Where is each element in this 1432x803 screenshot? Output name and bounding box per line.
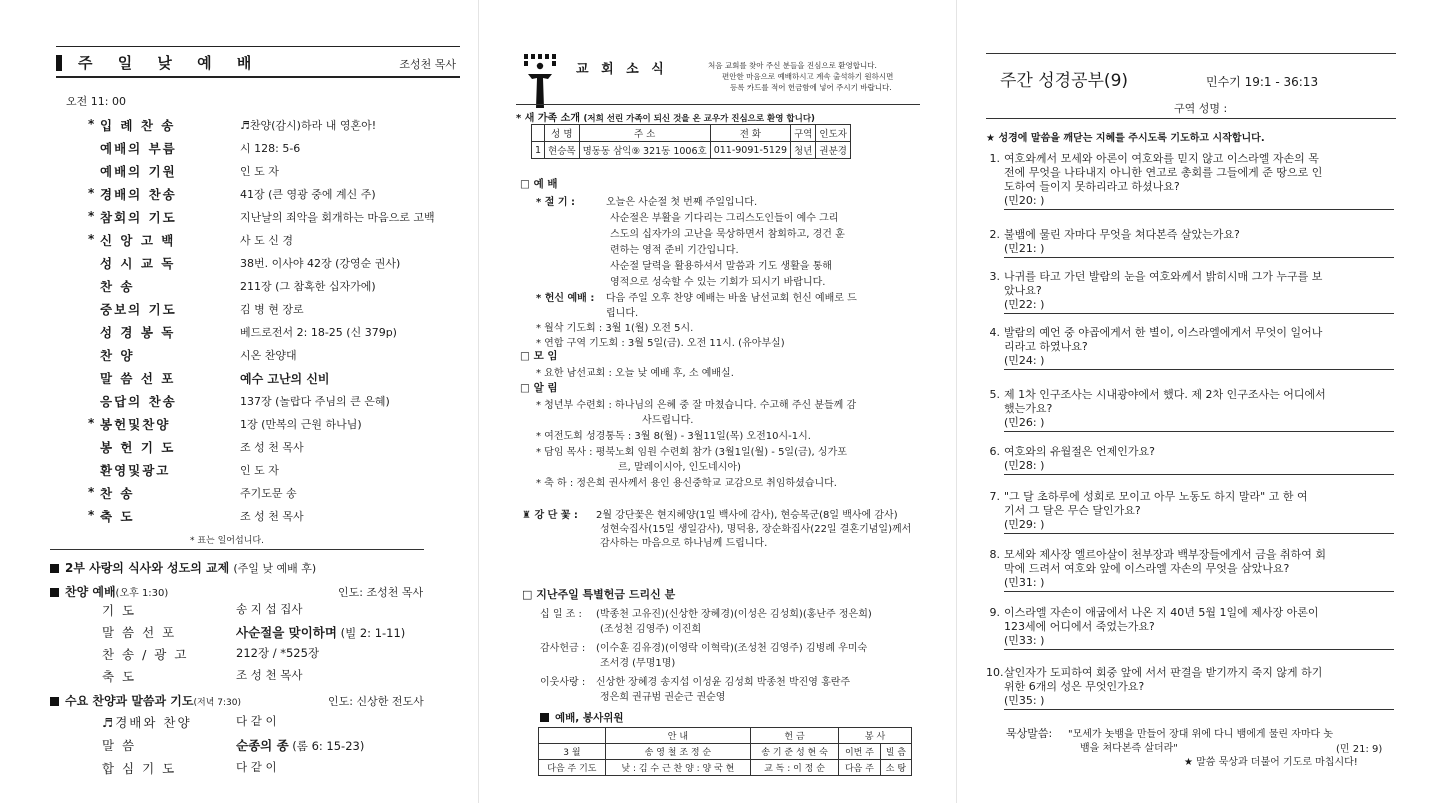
worship-committee-table	[538, 727, 912, 776]
part2-heading: 2부 사랑의 식사와 성도의 교제 (주일 낮 예배 후)	[50, 559, 316, 576]
offering-names: (이수훈 김유경)(이영락 이혁락)(조성천 김영주) 김병례 우미숙	[596, 643, 868, 654]
service-item-label: 기 도	[102, 603, 137, 618]
question-text-line: 여호와께서 모세와 아론이 여호와를 믿지 않고 이스라엘 자손의 목	[1004, 152, 1319, 165]
question-text-line: 살인자가 도피하여 회중 앞에 서서 판결을 받기까지 죽지 않게 하기	[1004, 666, 1323, 679]
order-item-label: 환영및광고	[100, 463, 171, 478]
order-item-value: 주기도문 송	[240, 487, 297, 500]
study-question	[990, 152, 1390, 208]
table-cell: 권분경	[816, 142, 851, 159]
standing-star: *	[88, 186, 95, 200]
answer-reference: (민29: )	[1004, 518, 1045, 531]
service-time: 오전 11: 00	[66, 95, 126, 108]
standing-star: *	[88, 485, 95, 499]
service-item-label: 말 씀 선 포	[102, 625, 177, 640]
offering-names: (박종천 고유진)(신상한 장혜경)(이성은 김성희)(홍난주 정은희)	[596, 609, 872, 620]
choir-logo-icon	[522, 52, 558, 112]
order-item-label: 중보의 기도	[100, 302, 177, 317]
study-question	[990, 388, 1390, 430]
table-cell: 다음 주	[839, 760, 881, 776]
question-number: 3.	[989, 270, 1000, 283]
sunday-service-title: 주 일 낮 예 배	[78, 54, 262, 72]
service-item-value	[236, 623, 405, 641]
study-question	[990, 326, 1390, 368]
season-text-line: 사순절 달력을 활용하셔서 말씀과 기도 생활을 통해	[610, 261, 832, 272]
order-item-value: 41장 (큰 영광 중에 계신 주)	[240, 188, 376, 201]
question-text-line: "그 달 초하루에 성회로 모이고 아무 노동도 하지 말라" 고 한 여	[1004, 490, 1308, 503]
question-text-line: 았나요?	[1004, 284, 1042, 297]
study-question	[990, 548, 1390, 590]
order-item-value: 조 성 천 목사	[240, 441, 304, 454]
bible-passage: 민수기 19:1 - 36:13	[1206, 75, 1319, 89]
special-offering-heading: □ 지난주일 특별헌금 드리신 분	[522, 588, 676, 601]
closing-prayer: ★ 말씀 묵상과 더불어 기도로 마칩시다!	[1184, 757, 1358, 768]
order-item-label: 성 경 봉 독	[100, 325, 176, 340]
table-cell: 3 월	[539, 744, 606, 760]
answer-reference: (민22: )	[1004, 298, 1045, 311]
table-header-cell: 주 소	[579, 125, 710, 142]
answer-line	[1004, 369, 1394, 370]
question-text-line: 이스라엘 자손이 애굽에서 나온 지 40년 5월 1일에 제사장 아론이	[1004, 606, 1319, 619]
table-header-cell: 헌 금	[751, 728, 839, 744]
dedication-text-line: 다음 주일 오후 찬양 예배는 바울 남선교회 헌신 예배로 드	[606, 293, 857, 304]
order-item-label: 봉 헌 기 도	[100, 440, 176, 455]
order-item-value: 137장 (놀랍다 주님의 큰 은혜)	[240, 395, 390, 408]
wednesday-service-heading: 수요 찬양과 말씀과 기도(저녁 7:30)	[50, 692, 241, 709]
service-item-text: 순종의 종	[236, 738, 289, 753]
welcome-line: 편안한 마음으로 예배하시고 계속 출석하기 원하시면	[722, 72, 894, 81]
answer-reference: (민26: )	[1004, 416, 1045, 429]
answer-line	[1004, 709, 1394, 710]
answer-reference: (민24: )	[1004, 354, 1045, 367]
table-cell: 1	[532, 142, 545, 159]
table-cell: 송 영 철 조 정 순	[605, 744, 750, 760]
service-item-value	[236, 759, 277, 775]
notice-pastor-cont: 르, 말레이시아, 인도네시아)	[618, 462, 741, 473]
church-news-panel	[478, 0, 956, 803]
answer-reference: (민21: )	[1004, 242, 1045, 255]
table-header-cell	[539, 728, 606, 744]
bible-study-title: 주간 성경공부(9)	[1000, 71, 1129, 91]
question-number: 8.	[989, 548, 1000, 561]
answer-line	[1004, 313, 1394, 314]
wednesday-leader: 인도: 신상한 전도사	[328, 695, 424, 708]
answer-reference: (민20: )	[1004, 194, 1045, 207]
order-item-label: 봉헌및찬양	[100, 417, 171, 432]
question-number: 5.	[989, 388, 1000, 401]
offering-label: 감사헌금 :	[540, 643, 586, 654]
order-item-value: 1장 (만복의 근원 하나님)	[240, 418, 362, 431]
altar-flowers-line: 2월 강단꽃은 현지혜양(1일 백사에 감사), 현승목군(8일 백사에 감사)	[596, 510, 898, 521]
order-item-value: 베드로전서 2: 18-25 (신 379p)	[240, 326, 397, 339]
service-item-value	[236, 736, 364, 754]
question-number: 2.	[989, 228, 1000, 241]
season-text-line: 오늘은 사순절 첫 번째 주일입니다.	[606, 197, 758, 208]
offering-names: 정은희 권규범 권순근 권순영	[600, 692, 726, 703]
new-family-heading: * 새 가족 소개 (저희 선린 가족이 되신 것을 온 교우가 진심으로 환영 합니다)	[516, 113, 815, 124]
service-item-value	[236, 645, 319, 661]
union-prayer: * 연합 구역 기도회 : 3월 5일(금). 오전 11시. (유아부실)	[536, 338, 785, 349]
order-item-value: 시 128: 5-6	[240, 142, 301, 155]
order-item-label: 응답의 찬송	[100, 394, 177, 409]
answer-line	[1004, 474, 1394, 475]
table-cell: 빌 츰	[880, 744, 911, 760]
standing-star: *	[88, 508, 95, 522]
question-text-line: 기서 그 달은 무슨 달인가요?	[1004, 504, 1141, 517]
group-name-field: 구역 성명 :	[1174, 102, 1228, 115]
service-item-label: 합 심 기 도	[102, 761, 177, 776]
monthly-prayer: * 월삭 기도회 : 3월 1(월) 오전 5시.	[536, 323, 694, 334]
standing-star: *	[88, 232, 95, 246]
answer-reference: (민33: )	[1004, 634, 1045, 647]
preacher-name: 조성천 목사	[399, 58, 456, 71]
question-number: 1.	[989, 152, 1000, 165]
notice-youth-retreat-cont: 사드립니다.	[642, 415, 694, 426]
order-item-label: 말 씀 선 포	[100, 371, 176, 386]
answer-line	[1004, 591, 1394, 592]
notice-youth-retreat: * 청년부 수련회 : 하나님의 은혜 중 잘 마쳤습니다. 수고해 주신 분들께 감	[536, 400, 857, 411]
service-item-value	[236, 713, 277, 729]
meeting-section-heading: □ 모 임	[520, 350, 558, 362]
worship-section-heading: □ 예 배	[520, 178, 558, 190]
worship-committee-heading: 예배, 봉사위원	[540, 710, 624, 725]
table-cell: 011-9091-5129	[710, 142, 790, 159]
order-item-label: 경배의 찬송	[100, 187, 177, 202]
answer-line	[1004, 533, 1394, 534]
divider	[986, 53, 1396, 54]
service-item-text: 송 지 섭 집사	[236, 602, 303, 616]
season-label: * 절 기 :	[536, 197, 575, 208]
study-question	[990, 490, 1390, 532]
answer-line	[1004, 257, 1394, 258]
question-number: 7.	[989, 490, 1000, 503]
service-item-label: 말 씀	[102, 738, 137, 753]
question-text-line: 나귀를 타고 가던 발람의 눈을 여호와께서 밝히시매 그가 누구를 보	[1004, 270, 1323, 283]
service-item-reference: (롬 6: 15-23)	[288, 739, 365, 753]
order-item-value: 예수 고난의 신비	[240, 372, 330, 386]
order-item-label: 찬 송	[100, 279, 135, 294]
standing-star: *	[88, 209, 95, 223]
answer-line	[1004, 431, 1394, 432]
table-cell: 현승목	[545, 142, 580, 159]
sunday-service-header	[56, 46, 460, 78]
order-item-value: 211장 (그 참혹한 십자가에)	[240, 280, 376, 293]
order-item-label: 신 앙 고 백	[100, 233, 176, 248]
table-cell: 명동동 삼익⑨ 321동 1006호	[579, 142, 710, 159]
praise-leader: 인도: 조성천 목사	[338, 586, 424, 599]
study-question	[990, 445, 1390, 473]
service-item-text: 다 같 이	[236, 714, 277, 728]
meeting-item: * 요한 남선교회 : 오늘 낮 예배 후, 소 예배실.	[536, 368, 734, 379]
table-cell: 다음 주 기도	[539, 760, 606, 776]
table-cell: 낮 : 김 수 근 찬 양 : 양 국 현	[605, 760, 750, 776]
question-number: 10.	[986, 666, 1004, 679]
question-text-line: 불뱀에 물린 자마다 무엇을 쳐다본즉 살았는가요?	[1004, 228, 1240, 241]
study-question	[990, 270, 1390, 312]
season-text-line: 련하는 영적 준비 기간입니다.	[610, 245, 739, 256]
standing-star: *	[88, 117, 95, 131]
table-header-cell	[532, 125, 545, 142]
answer-reference: (민31: )	[1004, 576, 1045, 589]
table-cell: 소 탕	[880, 760, 911, 776]
welcome-line: 처음 교회를 찾아 주신 분들을 진심으로 환영합니다.	[708, 61, 877, 70]
table-header-cell: 성 명	[545, 125, 580, 142]
order-item-value: 사 도 신 경	[240, 234, 293, 247]
table-cell: 청년	[791, 142, 816, 159]
altar-flowers-line: 성현숙집사(15일 생일감사), 명덕용, 장순화집사(22일 결혼기념일)께서	[600, 524, 912, 535]
offering-label: 이웃사랑 :	[540, 677, 586, 688]
study-question	[990, 606, 1390, 648]
table-header-cell: 봉 사	[839, 728, 912, 744]
order-item-value: 조 성 천 목사	[240, 510, 304, 523]
altar-flowers-line: 감사하는 마음으로 하나님께 드립니다.	[600, 538, 768, 549]
order-item-label: 성 시 교 독	[100, 256, 176, 271]
bible-study-panel	[956, 0, 1432, 803]
service-item-reference: (빌 2: 1-11)	[336, 626, 406, 640]
new-family-table	[531, 124, 851, 159]
order-item-value: 38번. 이사야 42장 (강영순 권사)	[240, 257, 401, 270]
service-item-value	[236, 601, 303, 617]
offering-names: 신상한 장혜경 송지섭 이성윤 김성희 박종천 박진영 홍란주	[596, 677, 851, 688]
order-item-label: 축 도	[100, 509, 135, 524]
table-header-cell: 인도자	[816, 125, 851, 142]
order-item-label: 예배의 부름	[100, 141, 177, 156]
table-cell: 교 독 : 이 정 순	[751, 760, 839, 776]
question-number: 9.	[989, 606, 1000, 619]
season-text-line: 스도의 십자가의 고난을 묵상하면서 참회하고, 경건 훈	[610, 229, 845, 240]
standing-note: * 표는 일어섭니다.	[190, 536, 264, 546]
service-item-label: ♬경배와 찬양	[102, 715, 192, 730]
standing-star: *	[88, 416, 95, 430]
dedication-text-line: 립니다.	[606, 308, 639, 319]
service-item-text: 사순절을 맞이하며	[236, 625, 337, 640]
question-text-line: 했는가요?	[1004, 402, 1053, 415]
order-item-label: 예배의 기원	[100, 164, 177, 179]
service-item-text: 다 같 이	[236, 760, 277, 774]
notice-bible-reading: * 여전도회 성경통독 : 3월 8(월) - 3월11일(목) 오전10시-1시.	[536, 431, 811, 442]
answer-line	[1004, 209, 1394, 210]
order-item-value: ♬찬양(감시)하라 내 영혼아!	[240, 119, 377, 132]
season-text-line: 사순절은 부활을 기다리는 그리스도인들이 예수 그리	[610, 213, 839, 224]
order-item-value: 인 도 자	[240, 165, 279, 178]
order-item-label: 참회의 기도	[100, 210, 177, 225]
divider	[50, 549, 424, 550]
question-text-line: 제 1차 인구조사는 시내광야에서 했다. 제 2차 인구조사는 어디에서	[1004, 388, 1326, 401]
question-text-line: 막에 드려서 여호와 앞에 이스라엘 자손의 무엇을 삼았나요?	[1004, 562, 1290, 575]
service-item-value	[236, 667, 303, 683]
order-item-value: 지난날의 죄악을 회개하는 마음으로 고백	[240, 211, 435, 224]
question-text-line: 도하여 들이지 못하리라고 하셨나요?	[1004, 180, 1180, 193]
question-text-line: 발람의 예언 중 야곱에게서 한 별이, 이스라엘에게서 무엇이 일어나	[1004, 326, 1323, 339]
header-bar-mark	[56, 55, 62, 71]
table-header-cell: 안 내	[605, 728, 750, 744]
meditation-verse: "모세가 놋뱀을 만들어 장대 위에 다니 뱀에게 물린 자마다 놋	[1068, 729, 1334, 740]
divider	[986, 118, 1396, 119]
answer-reference: (민28: )	[1004, 459, 1045, 472]
question-text-line: 여호와의 유월절은 언제인가요?	[1004, 445, 1155, 458]
notice-congrats: * 축 하 : 정은희 권사께서 용인 용신중학교 교감으로 취임하셨습니다.	[536, 478, 837, 489]
order-item-label: 찬 송	[100, 486, 135, 501]
notice-pastor: * 담임 목사 : 평북노회 임원 수련회 참가 (3월1일(월) - 5일(금), 싱가포	[536, 447, 847, 458]
notice-section-heading: □ 알 림	[520, 382, 558, 394]
order-item-value: 김 병 현 장로	[240, 303, 304, 316]
question-text-line: 모세와 제사장 엘르아살이 천부장과 백부장들에게서 금을 취하여 회	[1004, 548, 1327, 561]
church-news-title: 교 회 소 식	[576, 62, 668, 77]
order-item-label: 찬 양	[100, 348, 135, 363]
order-item-value: 시온 찬양대	[240, 349, 297, 362]
offering-label: 십 일 조 :	[540, 609, 582, 620]
altar-flowers-label: ♜ 강 단 꽃 :	[522, 510, 578, 521]
question-text-line: 전에 무엇을 나타내지 아니한 연고로 총회를 그들에게 준 땅으로 인	[1004, 166, 1323, 179]
meditation-verse-cont: 뱀을 쳐다본즉 살더라"	[1080, 743, 1178, 754]
table-cell: 송 기 준 성 현 숙	[751, 744, 839, 760]
study-question	[986, 666, 1390, 708]
study-intro: ★ 성경에 말씀을 깨닫는 지혜를 주시도록 기도하고 시작합니다.	[986, 133, 1265, 144]
meditation-reference: (민 21: 9)	[1336, 744, 1383, 755]
question-text-line: 리라고 하였나요?	[1004, 340, 1088, 353]
answer-reference: (민35: )	[1004, 694, 1045, 707]
service-item-text: 조 성 천 목사	[236, 668, 303, 682]
order-item-value: 인 도 자	[240, 464, 279, 477]
question-text-line: 123세에 어디에서 죽었는가요?	[1004, 620, 1155, 633]
offering-names: (조성천 김영주) 이진희	[600, 624, 702, 635]
question-text-line: 위한 6개의 성은 무엇인가요?	[1004, 680, 1145, 693]
season-text-line: 영적으로 성숙할 수 있는 기회가 되시기 바랍니다.	[610, 277, 826, 288]
table-header-cell: 전 화	[710, 125, 790, 142]
question-number: 6.	[989, 445, 1000, 458]
dedication-label: * 헌신 예배 :	[536, 293, 595, 304]
study-question	[990, 228, 1390, 256]
offering-names: 조서경 (무명1명)	[600, 658, 676, 669]
service-item-text: 212장 / *525장	[236, 646, 320, 660]
worship-order-panel	[0, 0, 478, 803]
service-item-label: 찬 송 / 광 고	[102, 647, 189, 662]
table-cell: 이번 주	[839, 744, 881, 760]
answer-line	[1004, 649, 1394, 650]
question-number: 4.	[989, 326, 1000, 339]
service-item-label: 축 도	[102, 669, 137, 684]
divider	[516, 104, 920, 105]
table-header-cell: 구역	[791, 125, 816, 142]
order-item-label: 입 례 찬 송	[100, 118, 176, 133]
meditation-label: 묵상말씀:	[1006, 727, 1053, 740]
praise-service-heading: 찬양 예배(오후 1:30)	[50, 583, 168, 600]
welcome-line: 등록 카드를 적어 헌금함에 넣어 주시기 바랍니다.	[730, 83, 892, 92]
